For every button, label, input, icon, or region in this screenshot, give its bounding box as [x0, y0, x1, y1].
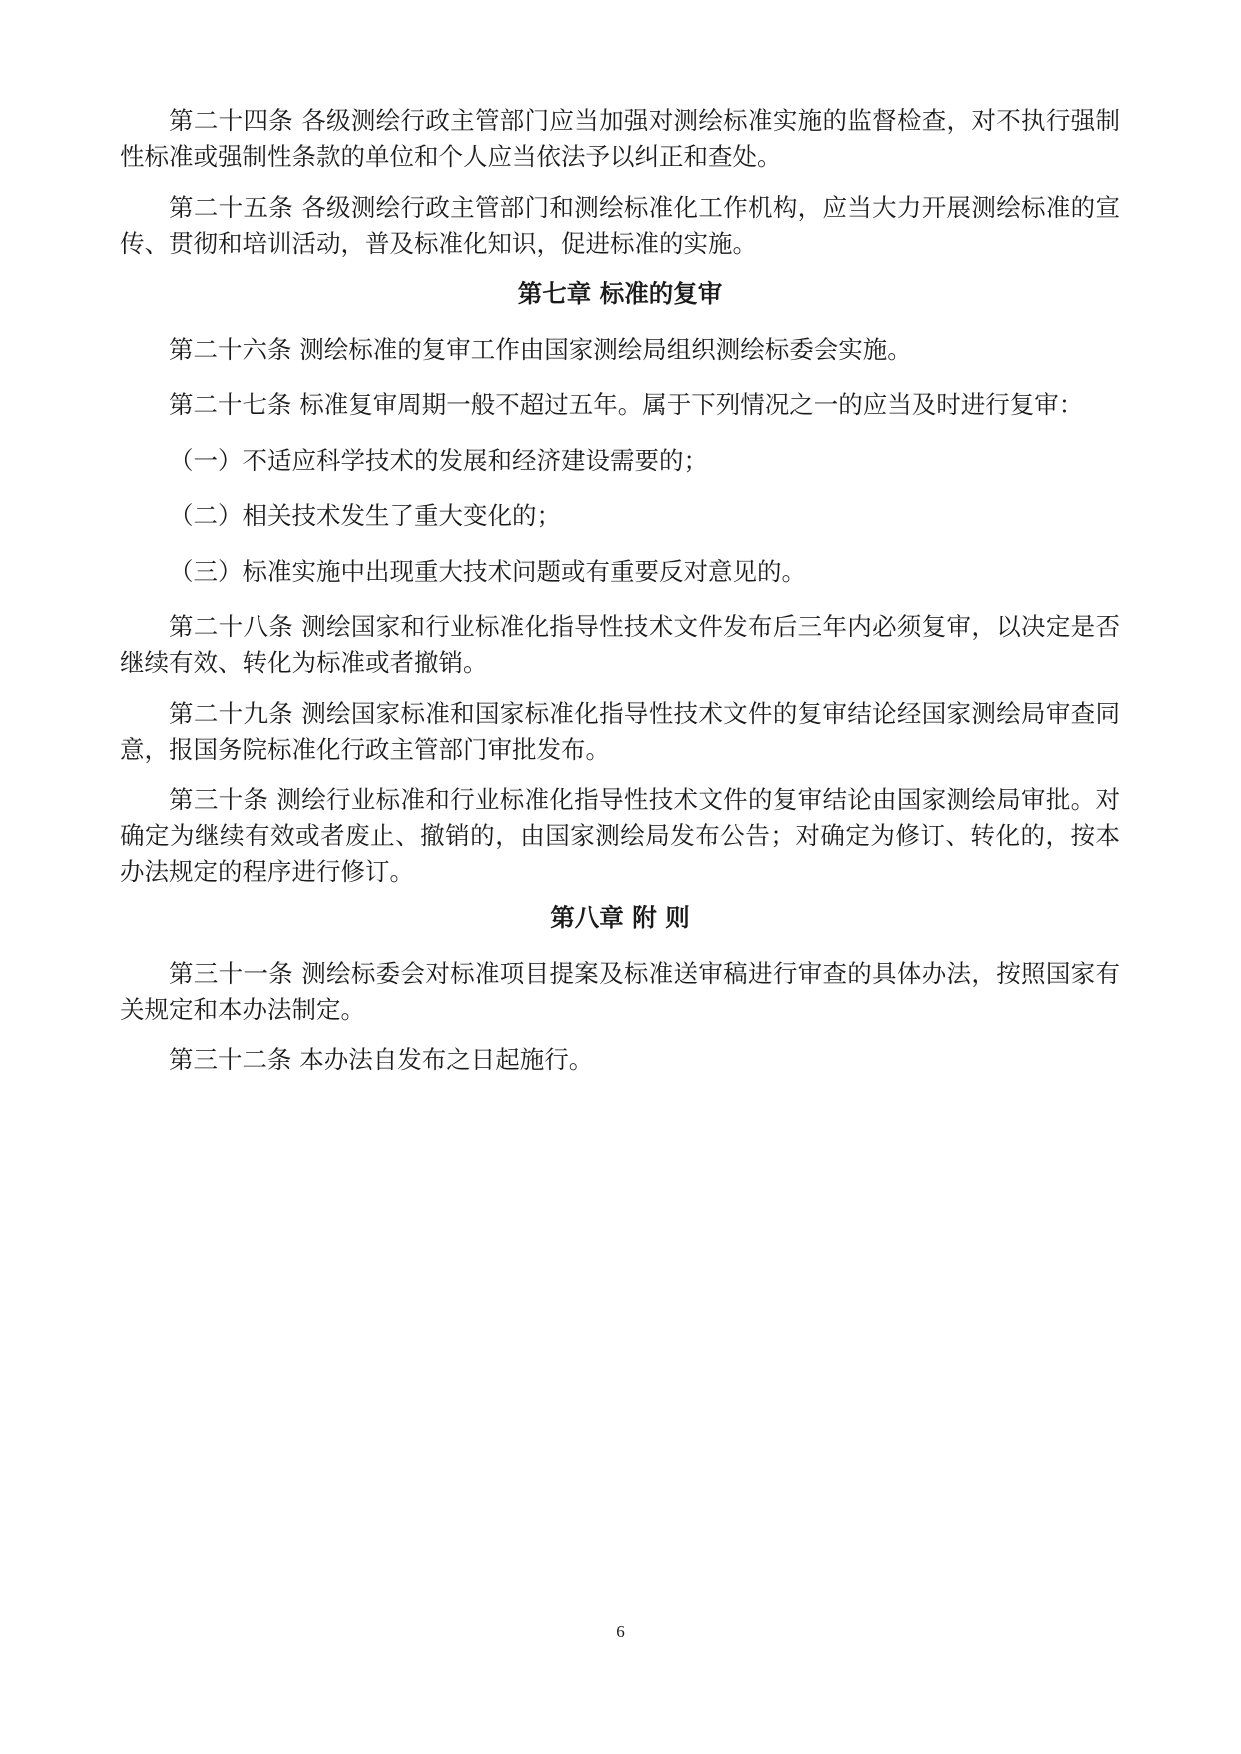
page-number: 6 — [616, 1622, 625, 1641]
article-24: 第二十四条 各级测绘行政主管部门应当加强对测绘标准实施的监督检查，对不执行强制性标准或强制性条款的单位和个人应当依法予以纠正和查处。 — [120, 106, 1120, 171]
article-28: 第二十八条 测绘国家和行业标准化指导性技术文件发布后三年内必须复审，以决定是否继续有效、转化为标准或者撤销。 — [120, 612, 1120, 677]
chapter-7-heading: 第七章 标准的复审 — [517, 279, 723, 308]
article-27-item-3: （三）标准实施中出现重大技术问题或有重要反对意见的。 — [169, 557, 806, 586]
article-25: 第二十五条 各级测绘行政主管部门和测绘标准化工作机构，应当大力开展测绘标准的宣传、贯彻和培训活动，普及标准化知识，促进标准的实施。 — [120, 193, 1120, 258]
article-26: 第二十六条 测绘标准的复审工作由国家测绘局组织测绘标委会实施。 — [169, 335, 912, 364]
article-32: 第三十二条 本办法自发布之日起施行。 — [169, 1045, 594, 1074]
article-27: 第二十七条 标准复审周期一般不超过五年。属于下列情况之一的应当及时进行复审： — [169, 390, 1084, 419]
article-27-item-2: （二）相关技术发生了重大变化的； — [169, 501, 561, 530]
article-27-item-1: （一）不适应科学技术的发展和经济建设需要的； — [169, 446, 708, 475]
article-30: 第三十条 测绘行业标准和行业标准化指导性技术文件的复审结论由国家测绘局审批。对确定为继续有效或者废止、撤销的，由国家测绘局发布公告；对确定为修订、转化的，按本办法规定的程序进行修订。 — [120, 785, 1120, 886]
article-29: 第二十九条 测绘国家标准和国家标准化指导性技术文件的复审结论经国家测绘局审查同意，报国务院标准化行政主管部门审批发布。 — [120, 699, 1120, 764]
article-31: 第三十一条 测绘标委会对标准项目提案及标准送审稿进行审查的具体办法，按照国家有关规定和本办法制定。 — [120, 959, 1120, 1024]
chapter-8-heading: 第八章 附 则 — [550, 903, 690, 932]
